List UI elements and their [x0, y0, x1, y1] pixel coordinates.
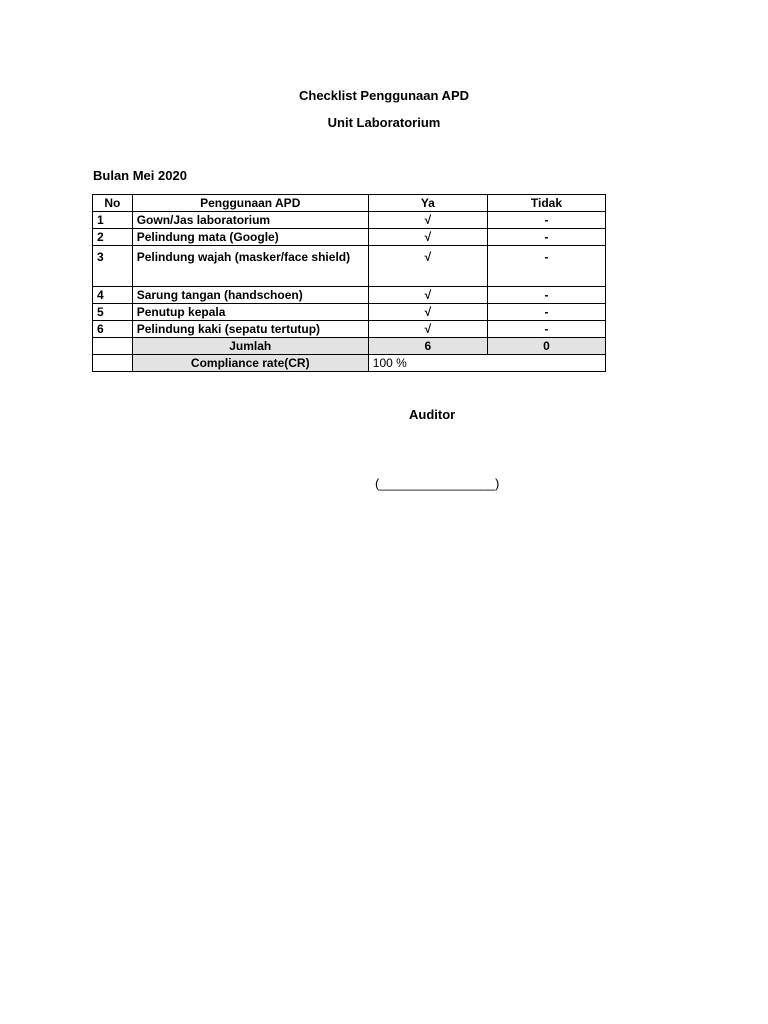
total-ya: 6 — [368, 338, 487, 355]
auditor-label: Auditor — [409, 407, 456, 422]
document-title: Checklist Penggunaan APD — [299, 88, 469, 103]
checklist-table — [92, 194, 606, 372]
compliance-row — [93, 355, 606, 372]
document-subtitle: Unit Laboratorium — [327, 115, 441, 130]
total-row — [93, 338, 606, 355]
row-tidak: - — [487, 246, 605, 287]
total-label: Jumlah — [132, 338, 368, 355]
row-no: 1 — [93, 212, 133, 229]
row-item: Penutup kepala — [132, 304, 368, 321]
table-row — [93, 212, 606, 229]
row-ya: √ — [368, 229, 487, 246]
row-ya: √ — [368, 212, 487, 229]
row-item: Pelindung mata (Google) — [132, 229, 368, 246]
row-item: Sarung tangan (handschoen) — [132, 287, 368, 304]
row-item: Pelindung wajah (masker/face shield) — [132, 246, 368, 287]
row-no: 5 — [93, 304, 133, 321]
compliance-label: Compliance rate(CR) — [132, 355, 368, 372]
row-ya: √ — [368, 304, 487, 321]
row-no: 4 — [93, 287, 133, 304]
row-tidak: - — [487, 212, 605, 229]
table-row — [93, 304, 606, 321]
row-ya: √ — [368, 287, 487, 304]
row-ya: √ — [368, 246, 487, 287]
total-tidak: 0 — [487, 338, 605, 355]
table-row — [93, 229, 606, 246]
row-tidak: - — [487, 287, 605, 304]
row-no: 3 — [93, 246, 133, 287]
row-ya: √ — [368, 321, 487, 338]
month-label: Bulan Mei 2020 — [93, 168, 187, 183]
compliance-value: 100 % — [368, 355, 605, 372]
row-tidak: - — [487, 229, 605, 246]
row-no: 6 — [93, 321, 133, 338]
row-item: Gown/Jas laboratorium — [132, 212, 368, 229]
total-no-empty — [93, 338, 133, 355]
table-row — [93, 287, 606, 304]
header-tidak: Tidak — [487, 195, 605, 212]
row-tidak: - — [487, 304, 605, 321]
header-apd: Penggunaan APD — [132, 195, 368, 212]
table-header-row — [93, 195, 606, 212]
signature-line: (________________) — [375, 476, 500, 491]
table-row — [93, 246, 606, 287]
header-no: No — [93, 195, 133, 212]
compliance-no-empty — [93, 355, 133, 372]
row-no: 2 — [93, 229, 133, 246]
table-row — [93, 321, 606, 338]
header-ya: Ya — [368, 195, 487, 212]
row-tidak: - — [487, 321, 605, 338]
row-item: Pelindung kaki (sepatu tertutup) — [132, 321, 368, 338]
